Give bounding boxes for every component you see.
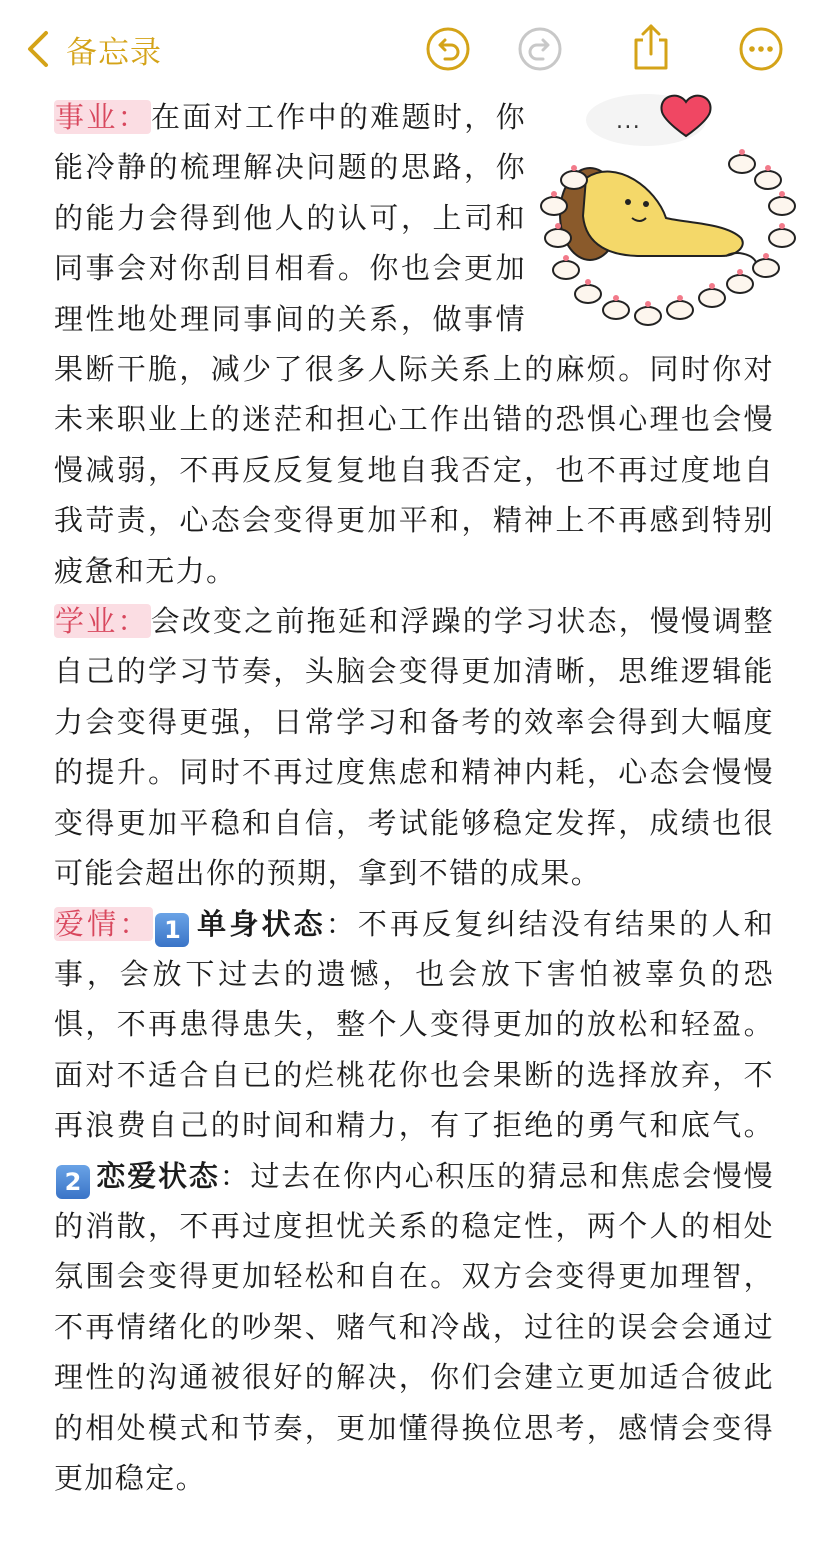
career-label: 事业： bbox=[55, 100, 149, 134]
bubble-dots: ... bbox=[616, 109, 642, 134]
love-label: 爱情： bbox=[55, 906, 152, 941]
share-icon bbox=[628, 22, 674, 72]
redo-button[interactable] bbox=[517, 26, 563, 72]
study-text: 会改变之前拖延和浮躁的学习状态，慢慢调整自己的学习节奏，头脑会变得更加清晰，思维逻辑能力会变得更强，日常学习和备考的效率会得到大幅度的提升。同时不再过度焦虑和精神内耗，心态会慢慢变得更加平稳和自信，考试能够稳定发挥，成绩也很可能会超出你的预期，拿到不错的成果。 bbox=[54, 604, 774, 891]
nav-bar bbox=[0, 0, 828, 96]
redo-icon bbox=[517, 26, 563, 72]
single-status-title: 单身状态 bbox=[195, 906, 326, 941]
career-paragraph bbox=[54, 92, 774, 596]
dating-status-text: ：过去在你内心积压的猜忌和焦虑会慢慢的消散，不再过度担忧关系的稳定性，两个人的相处氛围会变得更加轻松和自在。双方会变得更加理智，不再情绪化的吵架、赌气和冷战，过往的误会会通过理性的沟通被很好的解决，你们会建立更加适合彼此的相处模式和节奏，更加懂得换位思考，感情会变得更加稳定。 bbox=[54, 1158, 775, 1495]
share-button[interactable] bbox=[628, 22, 674, 68]
note-body[interactable] bbox=[54, 92, 774, 1503]
number-one-badge-icon: 1 bbox=[155, 913, 189, 947]
study-paragraph bbox=[54, 596, 774, 898]
number-two-badge-icon: 2 bbox=[56, 1165, 90, 1199]
undo-icon bbox=[425, 26, 471, 72]
dating-status-title: 恋爱状态 bbox=[96, 1158, 220, 1193]
more-button[interactable] bbox=[738, 26, 784, 72]
love-paragraph bbox=[54, 899, 774, 1504]
single-status-text: ：不再反复纠结没有结果的人和事，会放下过去的遗憾，也会放下害怕被辜负的恐惧，不再患得患失，整个人变得更加的放松和轻盈。面对不适合自已的烂桃花你也会果断的选择放弃，不再浪费自己的时间和精力，有了拒绝的勇气和底气。 bbox=[54, 906, 774, 1143]
more-icon bbox=[738, 26, 784, 72]
career-text: 在面对工作中的难题时，你能冷静的梳理解决问题的思路，你的能力会得到他人的认可，上司和同事会对你刮目相看。你也会更加理性地处理同事间的关系，做事情果断干脆，减少了很多人际关系上的麻烦。同时你对未来职业上的迷茫和担心工作出错的恐惧心理也会慢慢减弱，不再反反复复地自我否定，也不再过度地自我苛责，心态会变得更加平和，精神上不再感到特别疲惫和无力。 bbox=[54, 100, 774, 588]
lion-candles-sticker bbox=[536, 88, 798, 338]
back-label: 备忘录 bbox=[66, 34, 162, 71]
chevron-left-icon bbox=[24, 29, 52, 69]
study-label: 学业： bbox=[55, 604, 149, 639]
undo-button[interactable] bbox=[425, 26, 471, 72]
back-button[interactable] bbox=[24, 24, 162, 74]
